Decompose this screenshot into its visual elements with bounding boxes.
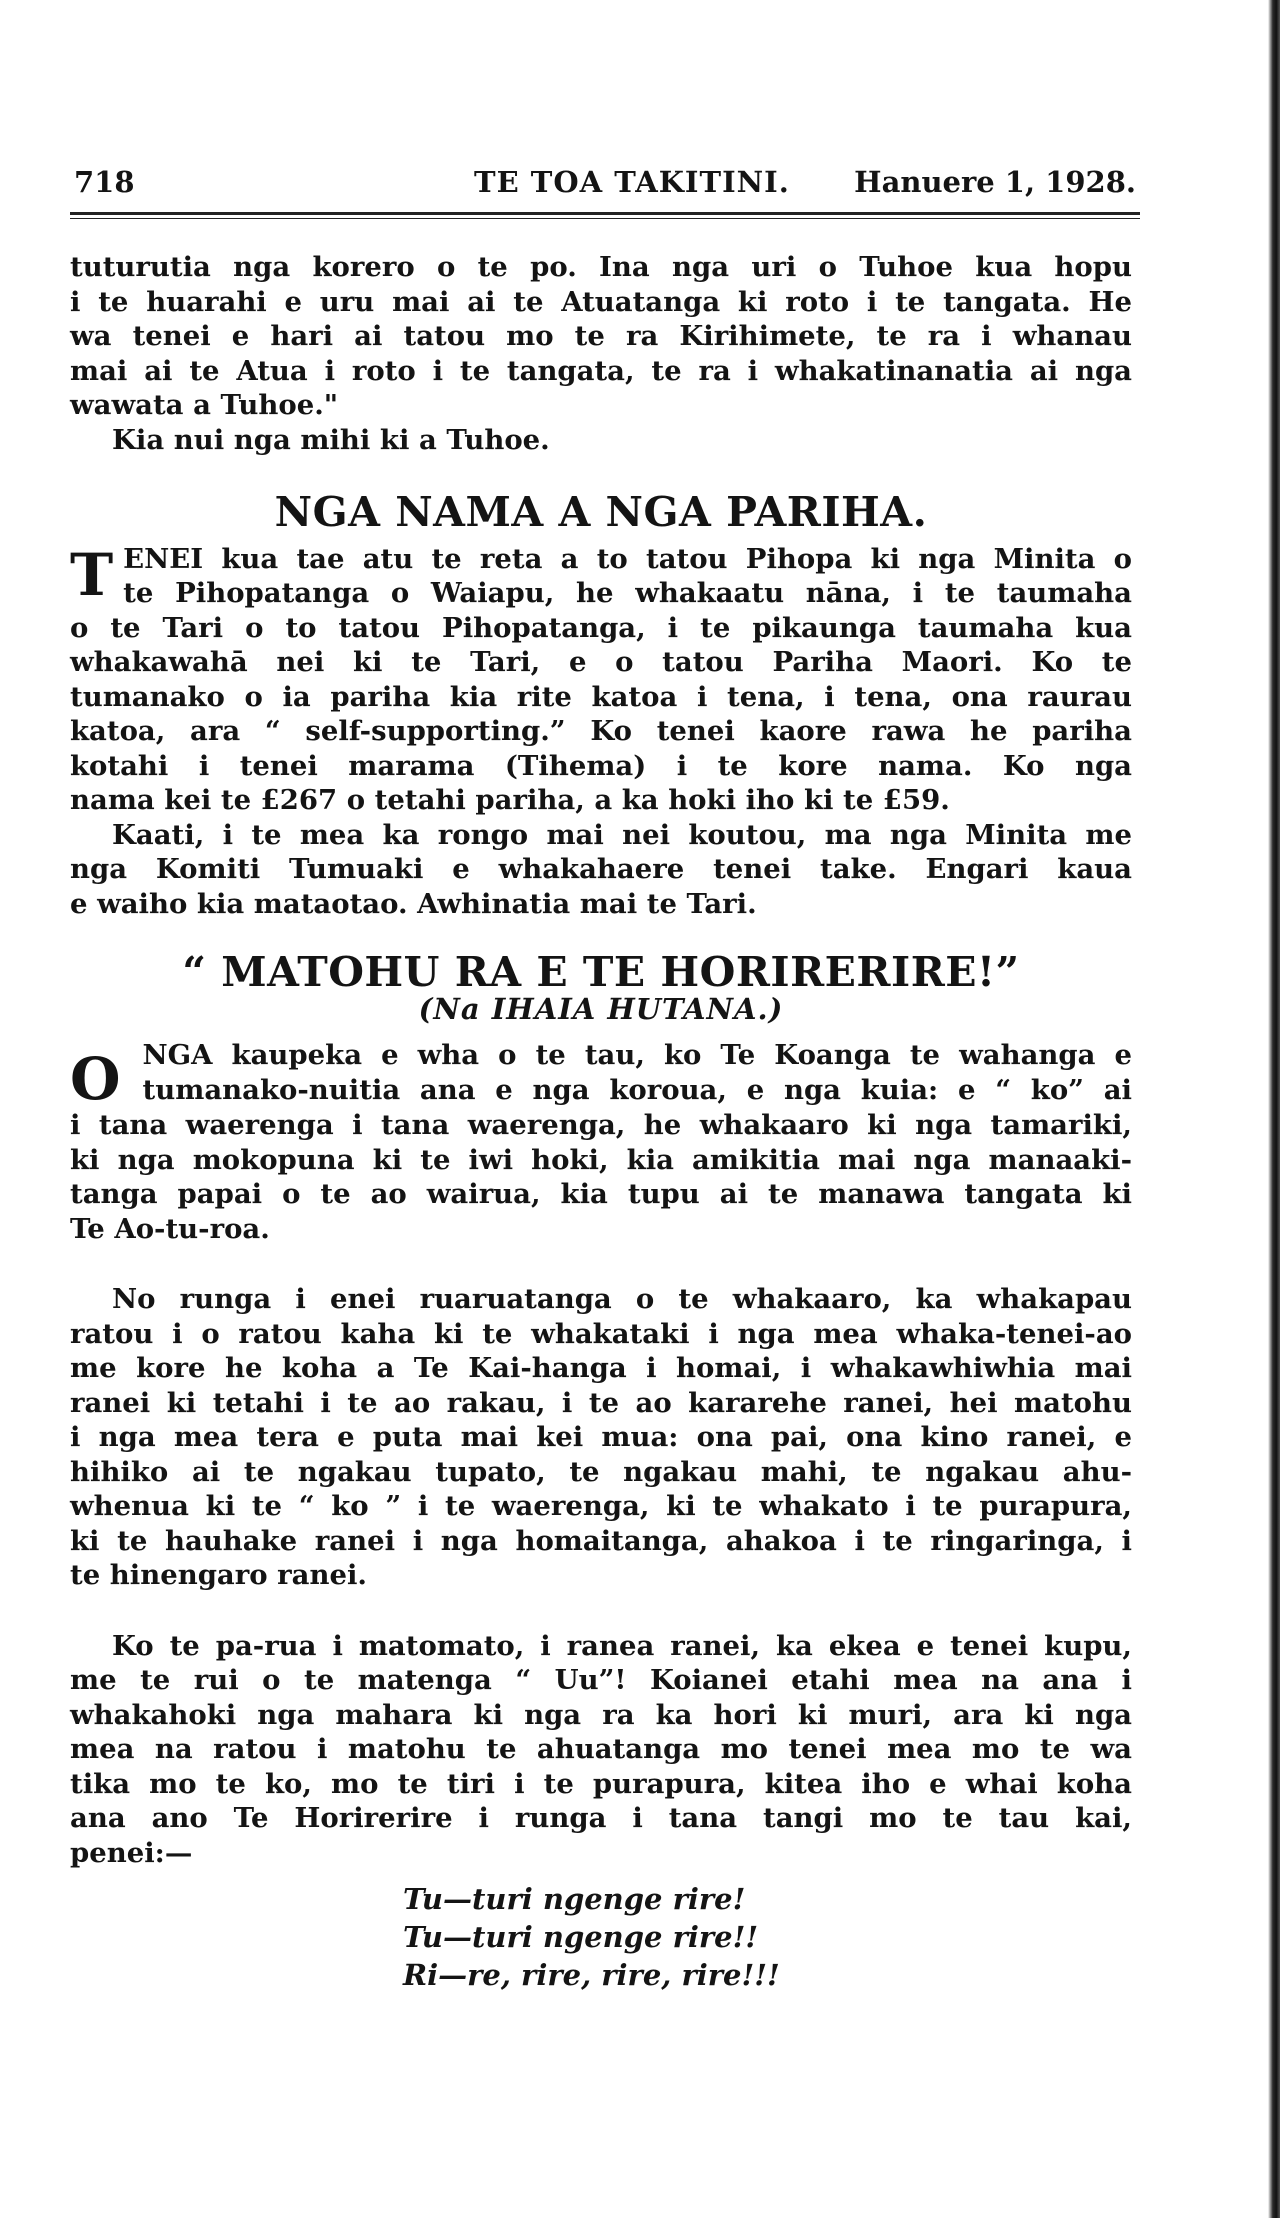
text-line: me kore he koha a Te Kai-hanga i homai, i whakawhiwhia mai xyxy=(70,1352,1132,1384)
text-line: tika mo te ko, mo te tiri i te purapura, kitea iho e whai koha xyxy=(70,1767,1132,1800)
drop-cap: T xyxy=(70,540,114,609)
header-rule xyxy=(70,212,1140,215)
text-line: tumanako-nuitia ana e nga koroua, e nga kuia: e “ ko” ai xyxy=(142,1073,1132,1106)
text-line: wawata a Tuhoe." xyxy=(70,389,339,421)
text-line: whenua ki te “ ko ” i te waerenga, ki te whakato i te purapura, xyxy=(70,1490,1132,1522)
text-line: i te huarahi e uru mai ai te Atuatanga ki roto i te tangata. He xyxy=(70,285,1132,318)
paragraph-gap xyxy=(70,1246,1132,1282)
article-paragraph-3 xyxy=(70,1629,1132,1871)
poem-line: Ri—re, rire, rire, rire!!! xyxy=(403,1958,780,1992)
author-byline: (Na IHAIA HUTANA.) xyxy=(418,991,784,1026)
text-line: tanga papai o te ao wairua, kia tupu ai te manawa tangata ki xyxy=(70,1178,1132,1210)
text-line: wa tenei e hari ai tatou mo te ra Kirihimete, te ra i whanau xyxy=(70,320,1132,352)
text-line: te Pihopatanga o Waiapu, he whakaatu nāna, i te taumaha xyxy=(123,577,1132,609)
text-line: Kaati, i te mea ka rongo mai nei koutou, ma nga Minita me xyxy=(112,818,1132,851)
closing-line: Kia nui nga mihi ki a Tuhoe. xyxy=(112,423,550,456)
running-header xyxy=(74,165,1136,211)
publication-title: TE TOA TAKITINI. xyxy=(474,165,790,199)
text-line: o te Tari o to tatou Pihopatanga, i te pikaunga taumaha kua xyxy=(70,611,1132,644)
text-line: kotahi i tenei marama (Tihema) i te kore nama. Ko nga xyxy=(70,749,1132,782)
issue-date: Hanuere 1, 1928. xyxy=(854,165,1136,199)
text-line: mea na ratou i matohu te ahuatanga mo tenei mea mo te wa xyxy=(70,1733,1132,1765)
text-line: tumanako o ia pariha kia rite katoa i tena, i tena, ona raurau xyxy=(70,680,1132,713)
text-line: NGA kaupeka e wha o te tau, ko Te Koanga te wahanga e xyxy=(142,1039,1132,1071)
text-line: e waiho kia mataotao. Awhinatia mai te Tari. xyxy=(70,887,757,920)
text-line: te hinengaro ranei. xyxy=(70,1559,367,1591)
article-paragraph-1 xyxy=(70,1038,1132,1246)
text-line: Ko te pa-rua i matomato, i ranea ranei, ka ekea e tenei kupu, xyxy=(112,1629,1132,1662)
poem-line: Tu—turi ngenge rire! xyxy=(403,1882,746,1916)
text-line: ana ano Te Horirerire i runga i tana tangi mo te tau kai, xyxy=(70,1802,1132,1834)
text-line: ki te hauhake ranei i nga homaitanga, ahakoa i te ringaringa, i xyxy=(70,1524,1132,1557)
article-heading: “ MATOHU RA E TE HORIRERIRE!” xyxy=(182,948,1020,996)
text-line: No runga i enei ruaruatanga o te whakaaro, ka whakapau xyxy=(112,1283,1132,1315)
poem-line: Tu—turi ngenge rire!! xyxy=(403,1920,759,1954)
text-line: ENEI kua tae atu te reta a to tatou Pihopa ki nga Minita o xyxy=(123,542,1132,575)
text-line: ranei ki tetahi i te ao rakau, i te ao kararehe ranei, hei matohu xyxy=(70,1386,1132,1419)
text-column xyxy=(70,250,1132,1994)
text-line: Te Ao-tu-roa. xyxy=(70,1212,270,1245)
intro-paragraph xyxy=(70,250,1132,457)
text-line: whakawahā nei ki te Tari, e o tatou Pariha Maori. Ko te xyxy=(70,646,1132,678)
header-rule-thin xyxy=(70,218,1140,219)
text-line: tuturutia nga korero o te po. Ina nga uri o Tuhoe kua hopu xyxy=(70,251,1132,283)
text-line: nga Komiti Tumuaki e whakahaere tenei take. Engari kaua xyxy=(70,853,1132,885)
text-line: mai ai te Atua i roto i te tangata, te ra i whakatinanatia ai nga xyxy=(70,354,1132,387)
paragraph-gap xyxy=(70,1593,1132,1629)
text-line: katoa, ara “ self-supporting.” Ko tenei kaore rawa he pariha xyxy=(70,715,1132,747)
page-edge xyxy=(1268,0,1280,2218)
text-line: ratou i o ratou kaha ki te whakataki i nga mea whaka-tenei-ao xyxy=(70,1317,1132,1350)
text-line: i nga mea tera e puta mai kei mua: ona pai, ona kino ranei, e xyxy=(70,1421,1132,1453)
page-number: 718 xyxy=(74,165,135,199)
text-line: me te rui o te matenga “ Uu”! Koianei etahi mea na ana i xyxy=(70,1664,1132,1696)
poem-verse xyxy=(403,1880,1132,1994)
text-line: nama kei te £267 o tetahi pariha, a ka hoki iho ki te £59. xyxy=(70,784,950,816)
article-paragraph-2 xyxy=(70,1282,1132,1593)
section1-paragraph xyxy=(70,542,1132,818)
text-line: ki nga mokopuna ki te iwi hoki, kia amikitia mai nga manaaki- xyxy=(70,1143,1132,1176)
section-heading: NGA NAMA A NGA PARIHA. xyxy=(274,488,928,536)
text-line: i tana waerenga i tana waerenga, he whakaaro ki nga tamariki, xyxy=(70,1109,1132,1141)
text-line: hihiko ai te ngakau tupato, te ngakau mahi, te ngakau ahu- xyxy=(70,1455,1132,1488)
text-line: whakahoki nga mahara ki nga ra ka hori ki muri, ara ki nga xyxy=(70,1698,1132,1731)
drop-cap: O xyxy=(70,1045,121,1113)
section1-paragraph-2 xyxy=(70,818,1132,922)
text-line: penei:— xyxy=(70,1836,193,1869)
